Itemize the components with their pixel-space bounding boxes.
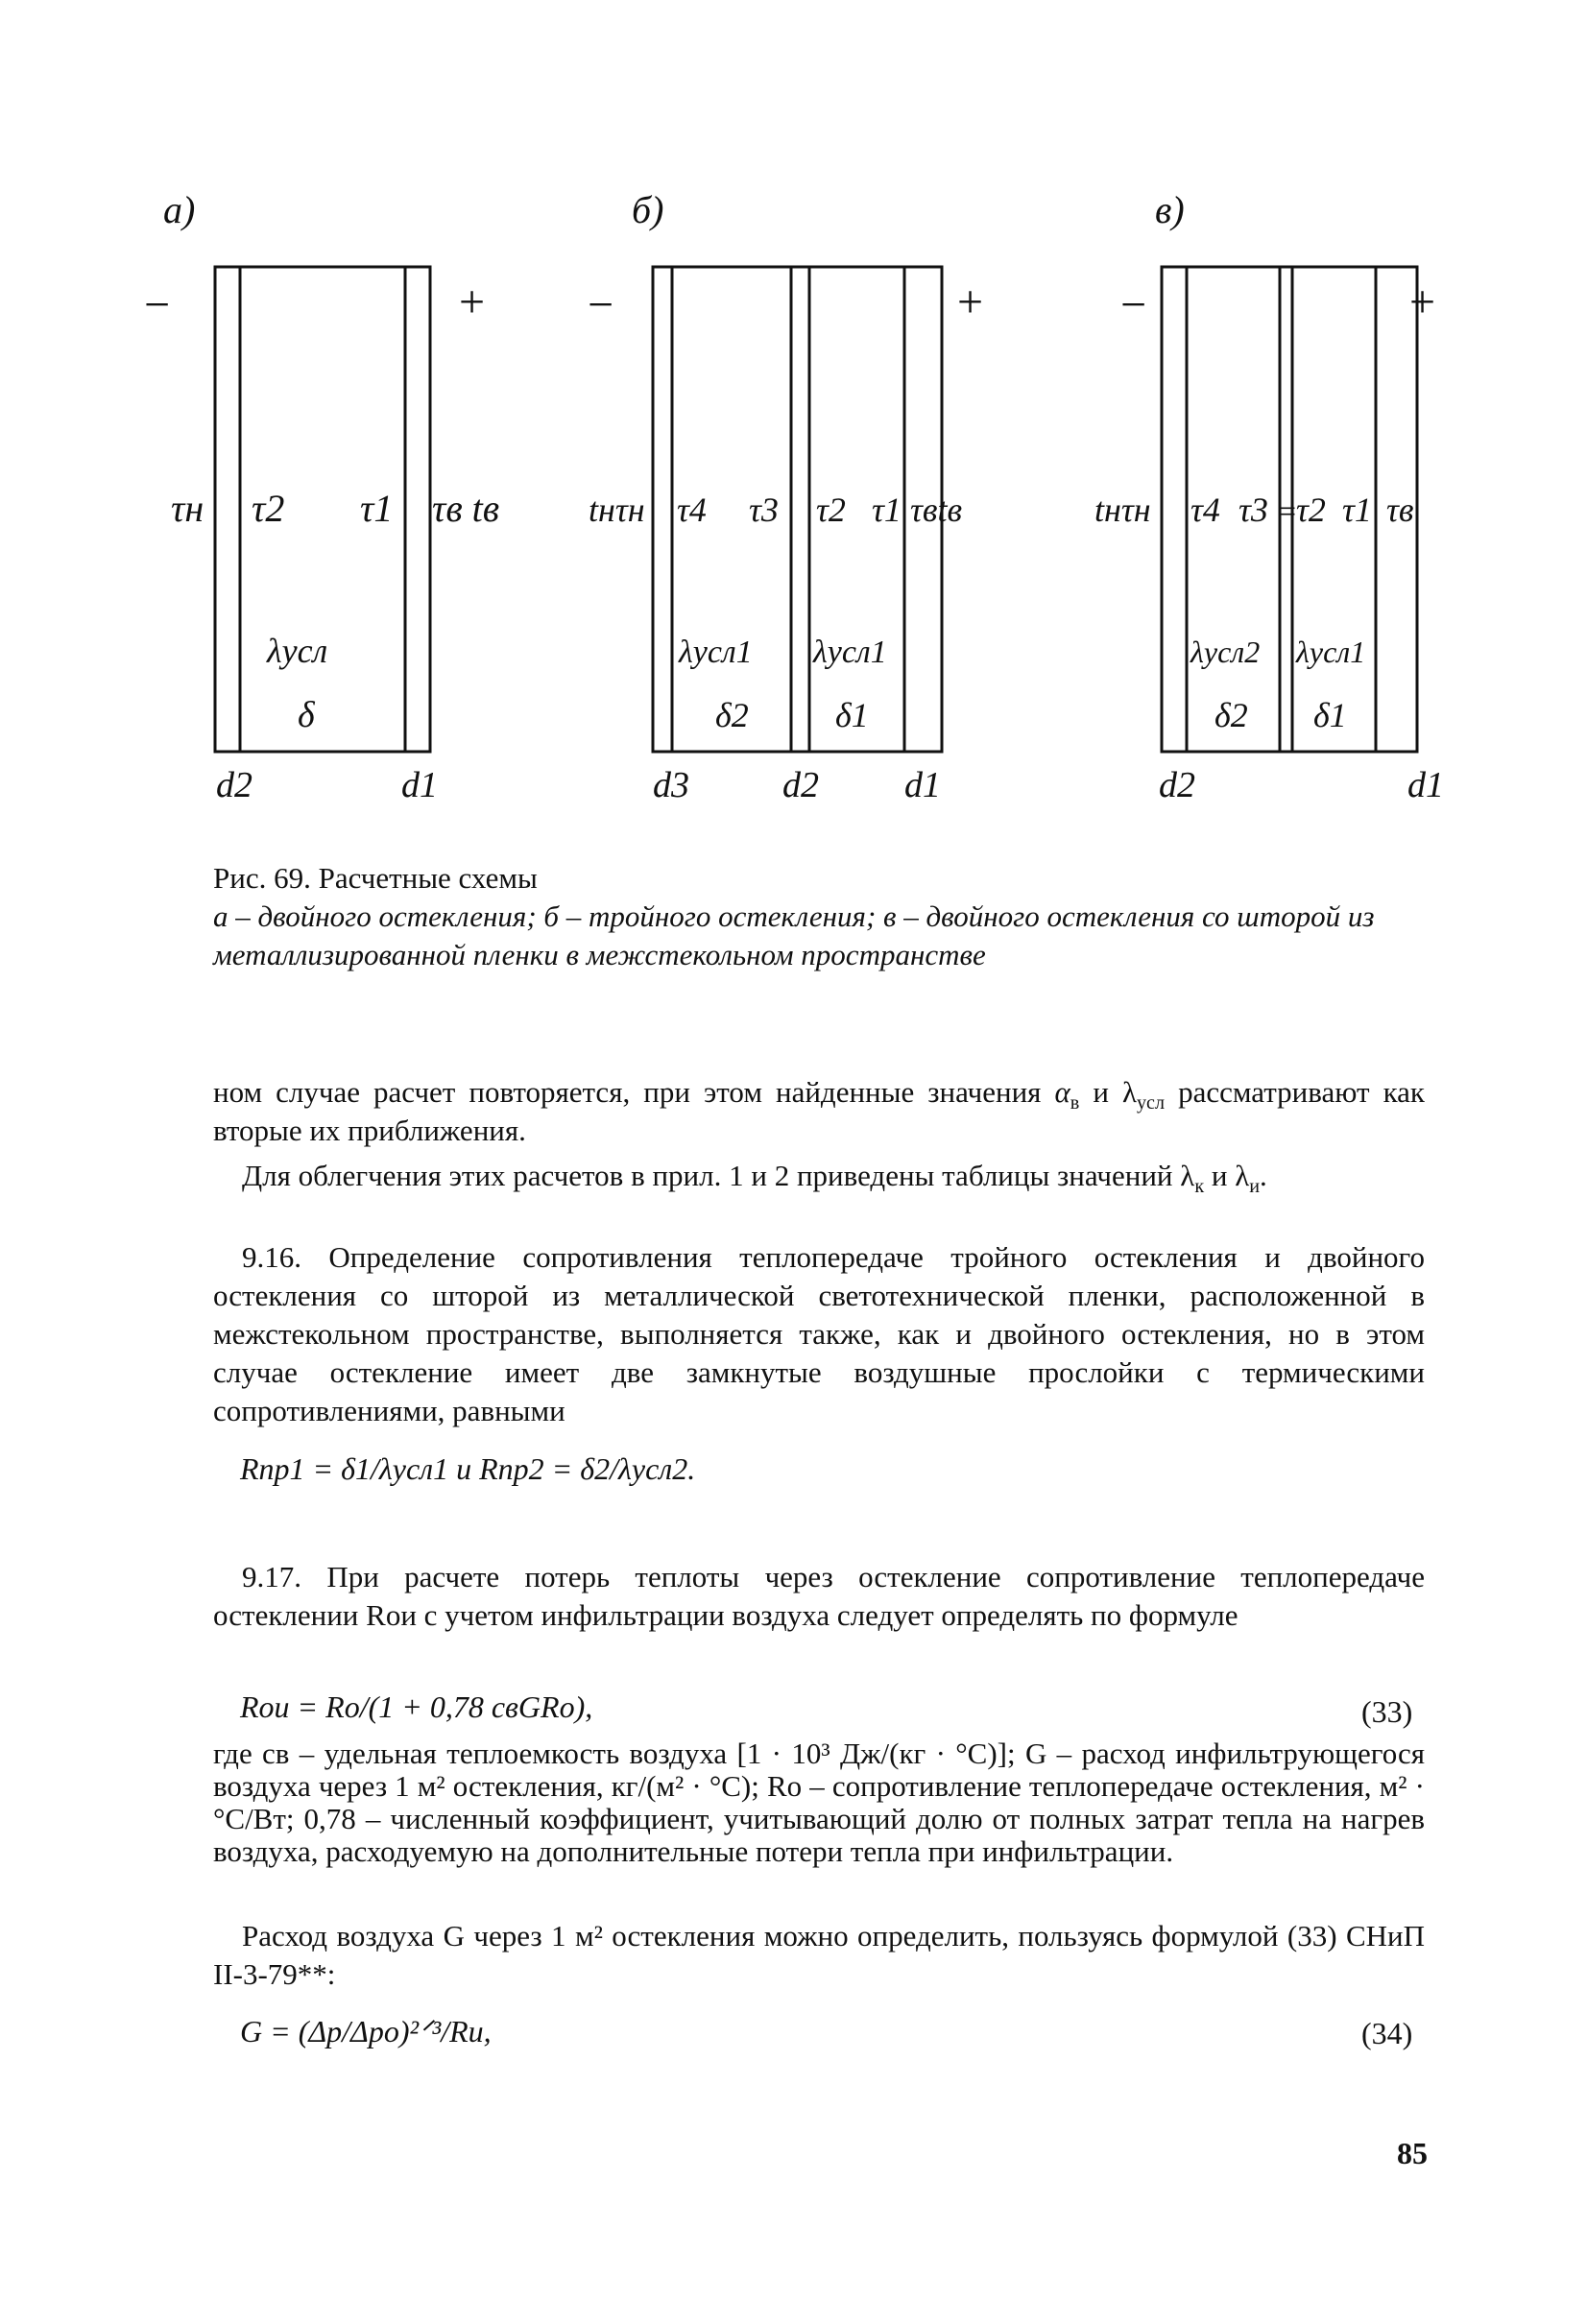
panel-c-letter: в)	[1155, 188, 1185, 231]
paragraph-continuation	[213, 1073, 1425, 1150]
panel-c-minus: −	[1120, 279, 1147, 330]
panel-c-lambda1: λусл1	[1296, 635, 1366, 669]
panel-a-delta: δ	[298, 695, 315, 735]
panel-a-lambda: λусл	[267, 632, 328, 670]
paragraph-air-flow: Расход воздуха G через 1 м² остекления можно определить, пользуясь формулой (33) СНиП II-3-79**:	[213, 1919, 1425, 1991]
panel-b-t3: τ3	[749, 491, 779, 529]
p1-lambda-sub: усл	[1136, 1092, 1166, 1114]
panel-a-d1: d1	[401, 765, 438, 805]
panel-b-t2: τ2	[816, 491, 846, 529]
paragraph-9-16: 9.16. Определение сопротивления теплопередаче тройного остекления и двойного остекления со шторой из металлической светотехнической пленки, расположенной в межстекольном пространстве, выполняется также, как и двойного остекления, но в этом случае остекление имеет две замкнутые воздушные прослойки с термическими сопротивлениями, равными	[213, 1240, 1425, 1427]
panel-b-t-out: tнτн	[589, 491, 645, 529]
panel-b-d2: d2	[782, 765, 819, 805]
panel-c-t-in: τв	[1386, 491, 1414, 529]
p2-part-c: .	[1260, 1159, 1267, 1192]
panel-a-t2: τ2	[252, 487, 285, 530]
caption-body: а – двойного остекления; б – тройного остекления; в – двойного остекления со шторой из металлизированной пленки в межстекольном пространстве	[213, 899, 1375, 971]
p2-part-b: и λ	[1204, 1159, 1250, 1192]
panel-a-minus: −	[144, 279, 171, 330]
p1-alpha: α	[1054, 1075, 1070, 1109]
panel-c-lambda2: λусл2	[1190, 635, 1261, 669]
formula-resistance: Rпр1 = δ1/λусл1 и Rпр2 = δ2/λусл2.	[240, 1451, 696, 1486]
panel-c-d2: d2	[1159, 765, 1195, 805]
panel-c-t-out: tнτн	[1094, 491, 1151, 529]
paragraph-9-17: 9.17. При расчете потерь теплоты через остекление сопротивление теплопередаче остеклении Rои с учетом инфильтрации воздуха следует определять по формуле	[213, 1560, 1425, 1632]
p1-alpha-sub: в	[1070, 1092, 1080, 1114]
panel-b-d1: d1	[904, 765, 941, 805]
formula-33: Rои = Rо/(1 + 0,78 cвGRо),	[240, 1689, 593, 1724]
panel-b-t-in: τвtв	[910, 491, 963, 529]
panel-c-d1: d1	[1407, 765, 1444, 805]
equation-number-33: (33)	[1361, 1694, 1413, 1729]
panel-c-delta2: δ2	[1214, 696, 1248, 734]
panel-c-t2: τ2	[1296, 491, 1326, 529]
panel-b-t4: τ4	[677, 491, 707, 529]
panel-c-t4: τ4	[1190, 491, 1220, 529]
p2-part-a: Для облегчения этих расчетов в прил. 1 и 2 приведены таблицы значений λ	[242, 1159, 1195, 1192]
panel-c-t1: τ1	[1342, 491, 1372, 529]
panel-b-lambda-left: λусл1	[679, 635, 753, 670]
glazing-schemes-figure	[0, 0, 1587, 864]
panel-b-t1: τ1	[872, 491, 902, 529]
panel-b-d3: d3	[653, 765, 689, 805]
panel-a-t1: τ1	[360, 487, 394, 530]
panel-b-delta1: δ1	[835, 696, 869, 734]
panel-a-t-in: τв tв	[432, 487, 500, 530]
panel-c-plus: +	[1409, 276, 1436, 327]
panel-b-delta2: δ2	[715, 696, 749, 734]
formula-34: G = (Δp/Δpо)²ᐟ³/Rи,	[240, 2014, 492, 2048]
p1-part-c: рассматривают как вторые их приближения.	[213, 1075, 1425, 1147]
panel-a-d2: d2	[216, 765, 252, 805]
panel-a-frame	[215, 267, 430, 752]
p1-part-b: и λ	[1079, 1075, 1137, 1109]
panel-c-t3: τ3	[1238, 491, 1268, 529]
paragraph-tables-note	[213, 1157, 1425, 1198]
equation-number-34: (34)	[1361, 2016, 1413, 2050]
panel-b-minus: −	[588, 279, 614, 330]
p1-part-a: ном случае расчет повторяется, при этом найденные значения	[213, 1075, 1055, 1109]
p2-sub-i: и	[1249, 1176, 1261, 1198]
panel-a-letter: а)	[163, 188, 196, 231]
paragraph-where: где cв – удельная теплоемкость воздуха [1 · 10³ Дж/(кг · °С)]; G – расход инфильтрующегося воздуха через 1 м² остекления, кг/(м² · °С); Rо – сопротивление теплопередаче остекления, м² · °С/Вт; 0,78 – численный коэффициент, учитывающий долю от полных затрат тепла на нагрев воздуха, расходуемую на дополнительные потери тепла при инфильтрации.	[213, 1737, 1425, 1868]
panel-b-lambda-right: λусл1	[813, 635, 887, 670]
panel-c-eq: =	[1279, 493, 1297, 528]
p2-sub-k: к	[1194, 1176, 1205, 1198]
panel-b-plus: +	[957, 276, 984, 327]
panel-b-letter: б)	[632, 188, 664, 231]
panel-c-delta1: δ1	[1313, 696, 1347, 734]
panel-a-plus: +	[459, 276, 486, 327]
figure-caption	[213, 859, 1413, 974]
panel-a-t-out: τн	[171, 487, 204, 530]
caption-title: Рис. 69. Расчетные схемы	[213, 861, 538, 895]
page-number: 85	[1397, 2136, 1428, 2170]
